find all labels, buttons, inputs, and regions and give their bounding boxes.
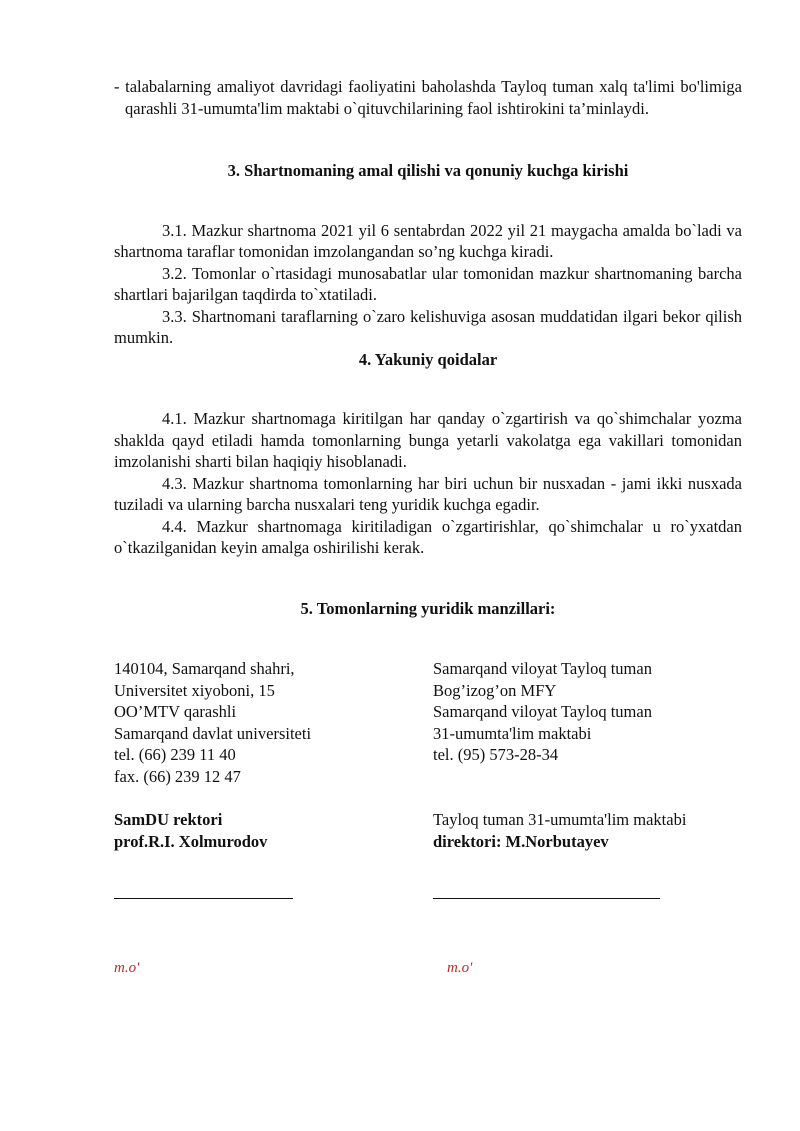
party-addresses <box>114 658 742 787</box>
right-stamp-label: m.o' <box>447 960 473 976</box>
right-party-address <box>433 658 742 787</box>
left-signer-title: SamDU rektori <box>114 810 223 829</box>
left-signer-name: prof.R.I. Xolmurodov <box>114 831 268 851</box>
right-signer-title: Tayloq tuman 31-umumta'lim maktabi <box>433 810 687 829</box>
clause-3-1: 3.1. Mazkur shartnoma 2021 yil 6 sentabrdan 2022 yil 21 maygacha amalda bo`ladi va shartnoma taraflar tomonidan imzolangandan so’ng kuchga kiradi. <box>114 220 742 261</box>
address-line: Bog’izog’on MFY <box>433 680 557 700</box>
section-4-body <box>114 408 742 559</box>
clause-3-3: 3.3. Shartnomani taraflarning o`zaro kelishuviga asosan muddatidan ilgari bekor qilish mumkin. <box>114 306 742 347</box>
address-line: tel. (95) 573-28-34 <box>433 745 559 764</box>
right-signature-block <box>433 809 742 977</box>
address-line: Samarqand viloyat Tayloq tuman <box>433 659 652 678</box>
left-signature-block <box>114 809 433 977</box>
clause-4-1: 4.1. Mazkur shartnomaga kiritilgan har qanday o`zgartirish va qo`shimchalar yozma shaklda qayd etiladi hamda tomonlarning bunga yetarli vakolatga ega vakillari tomonidan imzolanishi sharti bilan haqiqiy hisoblanadi. <box>114 409 742 471</box>
address-line: Samarqand viloyat Tayloq tuman <box>433 702 652 721</box>
section-3-body <box>114 220 742 349</box>
section-5-heading: 5. Tomonlarning yuridik manzillari: <box>300 598 556 618</box>
address-line: OO’MTV qarashli <box>114 702 237 721</box>
address-line: Samarqand davlat universiteti <box>114 723 312 743</box>
clause-3-2: 3.2. Tomonlar o`rtasidagi munosabatlar ular tomonidan mazkur shartnomaning barcha shartlari bajarilgan taqdirda to`xtatiladi. <box>114 263 742 304</box>
document-page <box>114 76 742 977</box>
address-line: fax. (66) 239 12 47 <box>114 766 241 786</box>
address-line: 31-umumta'lim maktabi <box>433 723 592 743</box>
address-line: 140104, Samarqand shahri, <box>114 659 295 678</box>
address-line: tel. (66) 239 11 40 <box>114 745 236 764</box>
left-stamp-label: m.o' <box>114 960 140 976</box>
intro-bullet: - talabalarning amaliyot davridagi faoliyatini baholashda Tayloq tuman xalq ta'limi bo'limiga qarashli 31-umumta'lim maktabi o`qituvchilarining faol ishtirokini ta’minlaydi. <box>114 77 742 118</box>
section-3-heading: 3. Shartnomaning amal qilishi va qonuniy kuchga kirishi <box>227 161 629 180</box>
address-line: Universitet xiyoboni, 15 <box>114 680 275 700</box>
right-signature-line <box>433 898 660 899</box>
signatures <box>114 809 742 977</box>
left-signature-line <box>114 898 293 899</box>
left-party-address <box>114 658 433 787</box>
right-signer-name: direktori: M.Norbutayev <box>433 831 609 851</box>
clause-4-4: 4.4. Mazkur shartnomaga kiritiladigan o`zgartirishlar, qo`shimchalar u ro`yxatdan o`tkazilganidan keyin amalga oshirilishi kerak. <box>114 516 742 557</box>
section-4-heading: 4. Yakuniy qoidalar <box>358 349 498 369</box>
clause-4-3: 4.3. Mazkur shartnoma tomonlarning har biri uchun bir nusxadan - jami ikki nusxada tuziladi va ularning barcha nusxalari teng yuridik kuchga egadir. <box>114 473 742 514</box>
